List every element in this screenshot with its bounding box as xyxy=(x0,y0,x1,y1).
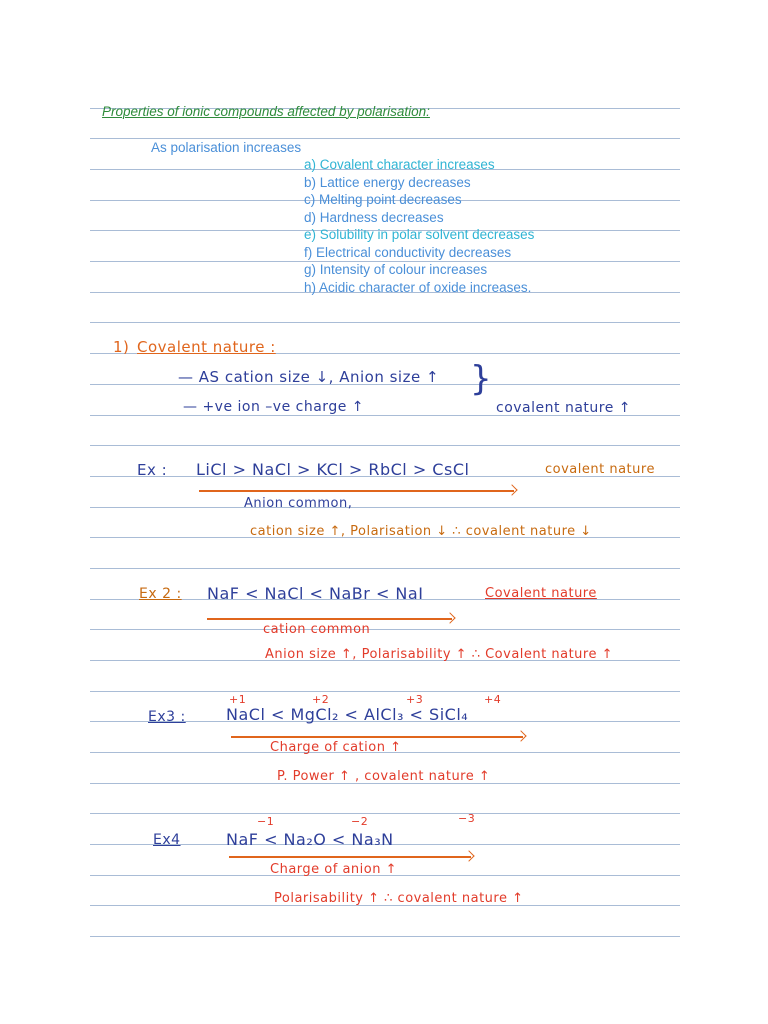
list-item: f) Electrical conductivity decreases xyxy=(304,245,512,260)
note-1: Charge of cation ↑ xyxy=(270,740,402,755)
charge-label: +2 xyxy=(312,693,330,706)
list-item: d) Hardness decreases xyxy=(304,210,444,225)
compound-series: NaF < Na₂O < Na₃N xyxy=(226,830,394,849)
ruled-line xyxy=(90,138,680,139)
charge-label: −1 xyxy=(257,815,275,828)
example-label: Ex4 xyxy=(153,832,181,848)
note-1: Anion common, xyxy=(244,496,353,511)
list-item: c) Melting point decreases xyxy=(304,192,462,207)
note-2: cation size ↑, Polarisation ↓ ∴ covalent nature ↓ xyxy=(250,524,592,539)
rule-line-2: — +ve ion –ve charge ↑ xyxy=(183,399,364,415)
result-label: covalent nature xyxy=(545,462,655,477)
section-number: 1) xyxy=(113,338,130,356)
ruled-line xyxy=(90,813,680,814)
conclusion: covalent nature ↑ xyxy=(496,400,631,416)
note-2: P. Power ↑ , covalent nature ↑ xyxy=(277,769,491,784)
list-item: a) Covalent character increases xyxy=(304,157,495,172)
intro-text: As polarisation increases xyxy=(151,140,302,155)
ruled-line xyxy=(90,445,680,446)
charge-label: +4 xyxy=(484,693,502,706)
charge-label: +1 xyxy=(229,693,247,706)
arrow-icon xyxy=(231,736,523,738)
list-item: b) Lattice energy decreases xyxy=(304,175,471,190)
example-label: Ex 2 : xyxy=(139,586,182,602)
example-label: Ex : xyxy=(137,461,168,479)
result-label: Covalent nature xyxy=(485,586,597,601)
rule-line-1: — AS cation size ↓, Anion size ↑ xyxy=(178,368,440,386)
list-item: g) Intensity of colour increases xyxy=(304,262,488,277)
note-2: Polarisability ↑ ∴ covalent nature ↑ xyxy=(274,891,524,906)
ruled-line xyxy=(90,691,680,692)
ruled-line xyxy=(90,629,680,630)
ruled-line xyxy=(90,507,680,508)
example-label: Ex3 : xyxy=(148,709,186,725)
brace-icon: } xyxy=(470,359,492,399)
compound-series: LiCl > NaCl > KCl > RbCl > CsCl xyxy=(196,460,470,479)
section-title: Covalent nature : xyxy=(137,338,276,356)
note-1: cation common xyxy=(263,622,371,637)
note-1: Charge of anion ↑ xyxy=(270,862,397,877)
page-heading: Properties of ionic compounds affected by polarisation: xyxy=(102,104,430,119)
charge-label: −3 xyxy=(458,812,476,825)
compound-series: NaCl < MgCl₂ < AlCl₃ < SiCl₄ xyxy=(226,705,469,724)
charge-label: +3 xyxy=(406,693,424,706)
arrow-icon xyxy=(229,856,471,858)
list-item: e) Solubility in polar solvent decreases xyxy=(304,227,535,242)
ruled-line xyxy=(90,322,680,323)
note-2: Anion size ↑, Polarisability ↑ ∴ Covalent nature ↑ xyxy=(265,647,614,662)
arrow-icon xyxy=(199,490,514,492)
ruled-line xyxy=(90,936,680,937)
list-item: h) Acidic character of oxide increases. xyxy=(304,280,532,295)
compound-series: NaF < NaCl < NaBr < NaI xyxy=(207,584,424,603)
arrow-icon xyxy=(207,618,452,620)
charge-label: −2 xyxy=(351,815,369,828)
ruled-line xyxy=(90,568,680,569)
